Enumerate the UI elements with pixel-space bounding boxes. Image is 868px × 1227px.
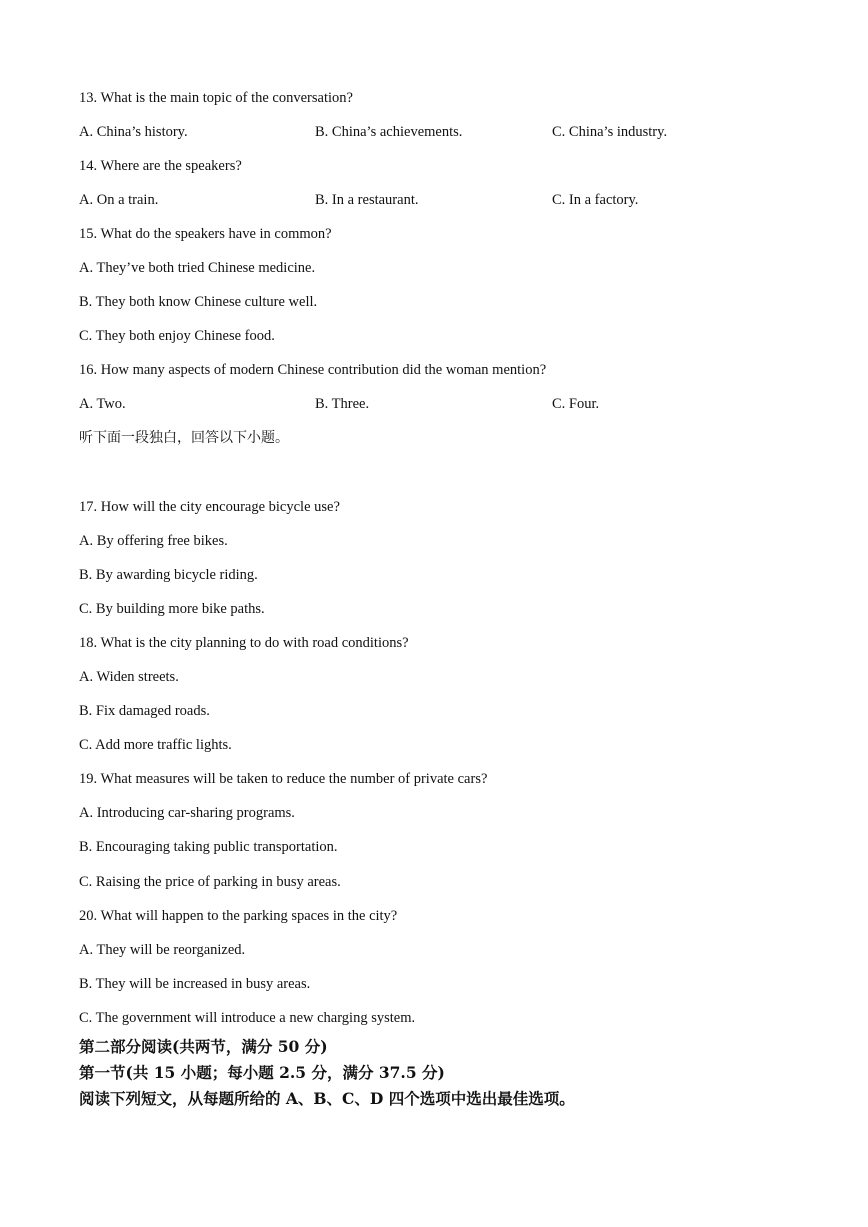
question-17-option-b: B. By awarding bicycle riding. bbox=[79, 567, 258, 583]
question-16-option-c: C. Four. bbox=[552, 396, 600, 412]
question-18-option-c: C. Add more traffic lights. bbox=[79, 737, 232, 753]
question-15-stem: 15. What do the speakers have in common? bbox=[79, 226, 332, 242]
question-13-stem: 13. What is the main topic of the conversation? bbox=[79, 90, 353, 106]
question-17-option-c: C. By building more bike paths. bbox=[79, 601, 265, 617]
question-13-option-c: C. China’s industry. bbox=[552, 124, 668, 140]
question-20-option-c: C. The government will introduce a new charging system. bbox=[79, 1010, 416, 1026]
question-18-stem: 18. What is the city planning to do with road conditions? bbox=[79, 635, 409, 651]
question-17-stem: 17. How will the city encourage bicycle use? bbox=[79, 499, 340, 515]
question-19-option-c: C. Raising the price of parking in busy areas. bbox=[79, 874, 341, 890]
question-15-option-a: A. They’ve both tried Chinese medicine. bbox=[79, 260, 316, 276]
question-14-stem: 14. Where are the speakers? bbox=[79, 158, 242, 174]
question-20-option-b: B. They will be increased in busy areas. bbox=[79, 976, 311, 992]
question-15-option-c: C. They both enjoy Chinese food. bbox=[79, 328, 275, 344]
question-16-option-a: A. Two. bbox=[79, 396, 126, 412]
question-14-option-a: A. On a train. bbox=[79, 192, 159, 208]
question-19-stem: 19. What measures will be taken to reduce the number of private cars? bbox=[79, 771, 488, 787]
question-19-option-b: B. Encouraging taking public transportation. bbox=[79, 839, 338, 855]
question-18-option-a: A. Widen streets. bbox=[79, 669, 179, 685]
question-13-option-a: A. China’s history. bbox=[79, 124, 188, 140]
question-18-option-b: B. Fix damaged roads. bbox=[79, 703, 210, 719]
question-16-stem: 16. How many aspects of modern Chinese contribution did the woman mention? bbox=[79, 362, 547, 378]
question-20-stem: 20. What will happen to the parking spaces in the city? bbox=[79, 908, 398, 924]
question-13-option-b: B. China’s achievements. bbox=[315, 124, 463, 140]
question-17-option-a: A. By offering free bikes. bbox=[79, 533, 228, 549]
question-14-option-c: C. In a factory. bbox=[552, 192, 639, 208]
question-19-option-a: A. Introducing car-sharing programs. bbox=[79, 805, 295, 821]
question-15-option-b: B. They both know Chinese culture well. bbox=[79, 294, 318, 310]
reading-instruction: 阅读下列短文，从每题所给的 A、B、C、D 四个选项中选出最佳选项。 bbox=[79, 1089, 575, 1108]
monologue-instruction: 听下面一段独白，回答以下小题。 bbox=[79, 430, 289, 446]
question-16-option-b: B. Three. bbox=[315, 396, 370, 412]
part2-heading: 第二部分阅读(共两节，满分 50 分) bbox=[79, 1037, 328, 1056]
question-14-option-b: B. In a restaurant. bbox=[315, 192, 419, 208]
section1-heading: 第一节(共 15 小题；每小题 2.5 分，满分 37.5 分) bbox=[79, 1063, 445, 1082]
question-20-option-a: A. They will be reorganized. bbox=[79, 942, 246, 958]
